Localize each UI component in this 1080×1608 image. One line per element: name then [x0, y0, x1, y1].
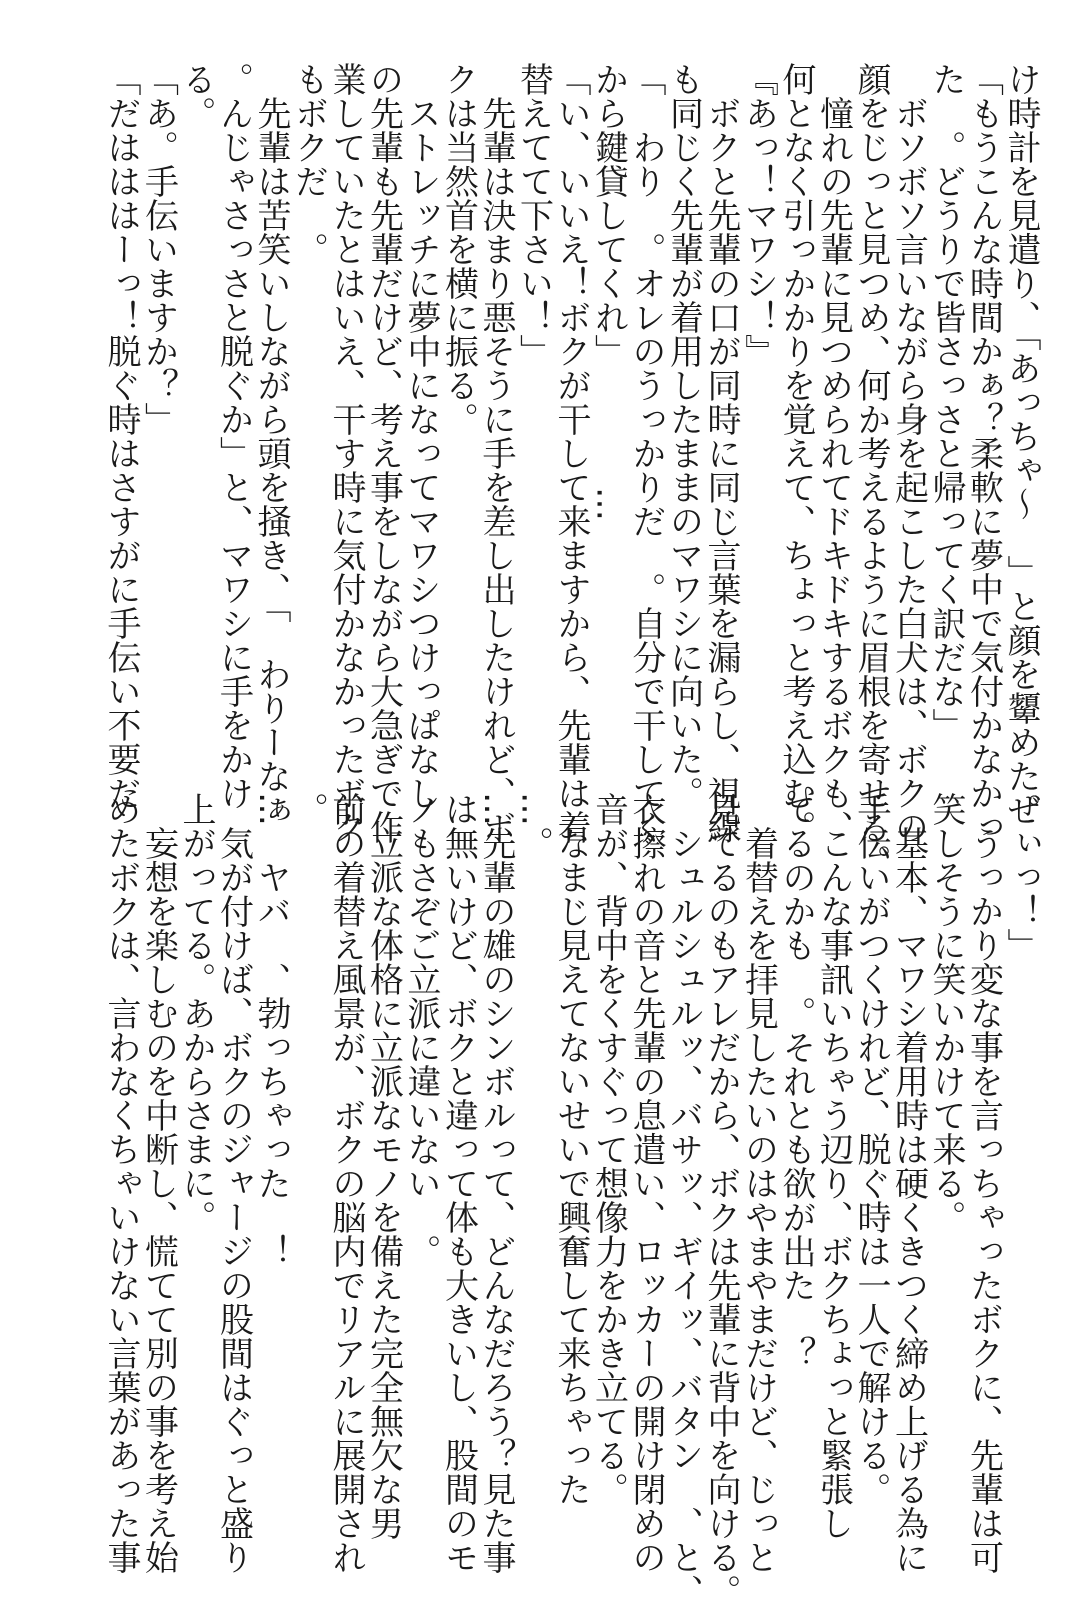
text-column: 音が、背中をくすぐって想像力をかき立てる。	[588, 792, 629, 1506]
text-column: ノもさぞご立派に違いない 。	[401, 792, 441, 1268]
text-column: ストレッチに夢中になってマワシつけっぱなし	[401, 62, 441, 810]
text-column: もボクだ 。	[288, 62, 329, 266]
text-column: 着替えを拝見したいのはやまやまだけど、じっと	[738, 792, 779, 1574]
text-column: こんな事訊いちゃう辺り、ボクちょっと緊張し	[813, 792, 854, 1540]
text-column: てるのかも 。それとも欲が出た ？	[776, 792, 816, 1370]
text-column: 前の着替え風景が、ボクの脳内でリアルに展開され	[326, 792, 366, 1574]
text-column: 立派な体格に立派なモノを備えた完全無欠な男	[363, 792, 404, 1540]
text-column: 憧れの先輩に見つめられてドキドキするボクも、	[813, 62, 854, 844]
text-column: 基本、マワシ着用時は硬くきつく締め上げる為に	[888, 792, 929, 1574]
text-column: 「もうこんな時間かぁ？柔軟に夢中で気付かなかっ	[963, 62, 1004, 844]
text-column: …。	[513, 792, 554, 860]
text-column: 気が付けば、ボクのジャージの股間はぐっと盛り	[213, 792, 254, 1574]
text-column: 上がってる。あからさまに。	[176, 792, 216, 1234]
text-column: け時計を見遣り、「あっちゃ～ 」と顔を顰めた。	[1001, 62, 1041, 827]
text-column: うっかり変な事を言っちゃったボクに、先輩は可	[963, 792, 1004, 1574]
text-column: クは当然首を横に振る。	[438, 62, 479, 436]
text-column: 顔をじっと見つめ、何か考えるように眉根を寄せる。	[851, 62, 891, 878]
text-column: 『あっ！マワシ！』	[738, 62, 779, 368]
text-column: から鍵貸してくれ」 …	[588, 62, 629, 521]
text-column: も同じく先輩が着用したままのマワシに向いた。	[663, 62, 704, 810]
text-column: 「い、いいえ！ボクが干して来ますから、先輩は着	[551, 62, 591, 844]
bottom-text-block	[101, 792, 1041, 1608]
text-column: 替えてて下さい！」	[513, 62, 554, 368]
text-column: 「 わり 。オレのうっかりだ 。自分で干してく	[626, 62, 666, 844]
text-column: ボクと先輩の口が同時に同じ言葉を漏らし、視線	[701, 62, 741, 844]
text-column: ぜぃっ！」	[1001, 792, 1041, 962]
text-column: めたボクは、言わなくちゃいけない言葉があった事	[101, 792, 141, 1574]
text-column: 何となく引っかかりを覚えて、ちょっと考え込む。	[776, 62, 816, 844]
text-column: … ヤバ 、勃っちゃった ！	[251, 792, 291, 1268]
text-column: 「あ。手伝いますか？」	[138, 62, 179, 436]
text-column: シュルシュルッ、バサッ、ギイッ、バタン 、と、	[663, 792, 704, 1608]
text-column: の先輩も先輩だけど、考え事をしながら大急ぎで作	[363, 62, 404, 844]
text-column: 。	[288, 792, 329, 826]
text-column: 先輩は決まり悪そうに手を差し出したけれど、ボ	[476, 62, 516, 844]
text-column: は無いけど、ボクと違って体も大きいし、股間のモ	[438, 792, 479, 1574]
text-column: 衣擦れの音と先輩の息遣い、ロッカーの開け閉めの	[626, 792, 666, 1574]
text-column: ボソボソ言いながら身を起こした白犬は、ボクの	[888, 62, 929, 844]
text-column: 笑しそうに笑いかけて来る。	[926, 792, 966, 1234]
text-column: 「だはははーっ！脱ぐ時はさすがに手伝い不要だ	[101, 62, 141, 810]
text-column: 妄想を楽しむのを中断し、慌てて別の事を考え始	[138, 792, 179, 1574]
text-column: なまじ見えてないせいで興奮して来ちゃった	[551, 792, 591, 1506]
text-column: 業していたとはいえ、干す時に気付かなかったボク	[326, 62, 366, 844]
text-column: 見てるのもアレだから、ボクは先輩に背中を向ける。	[701, 792, 741, 1608]
text-column: 。んじゃさっさと脱ぐか」と、マワシに手をかけ	[213, 62, 254, 810]
text-column: 手伝いがつくけれど、脱ぐ時は一人で解ける。	[851, 792, 891, 1506]
text-column: 先輩は苦笑いしながら頭を掻き、「 わりーなぁ	[251, 62, 291, 827]
text-column: る。	[176, 62, 216, 130]
text-column: …先輩の雄のシンボルって、どんなだろう？見た事	[476, 792, 516, 1574]
text-column: た 。どうりで皆さっさと帰ってく訳だな」	[926, 62, 966, 742]
